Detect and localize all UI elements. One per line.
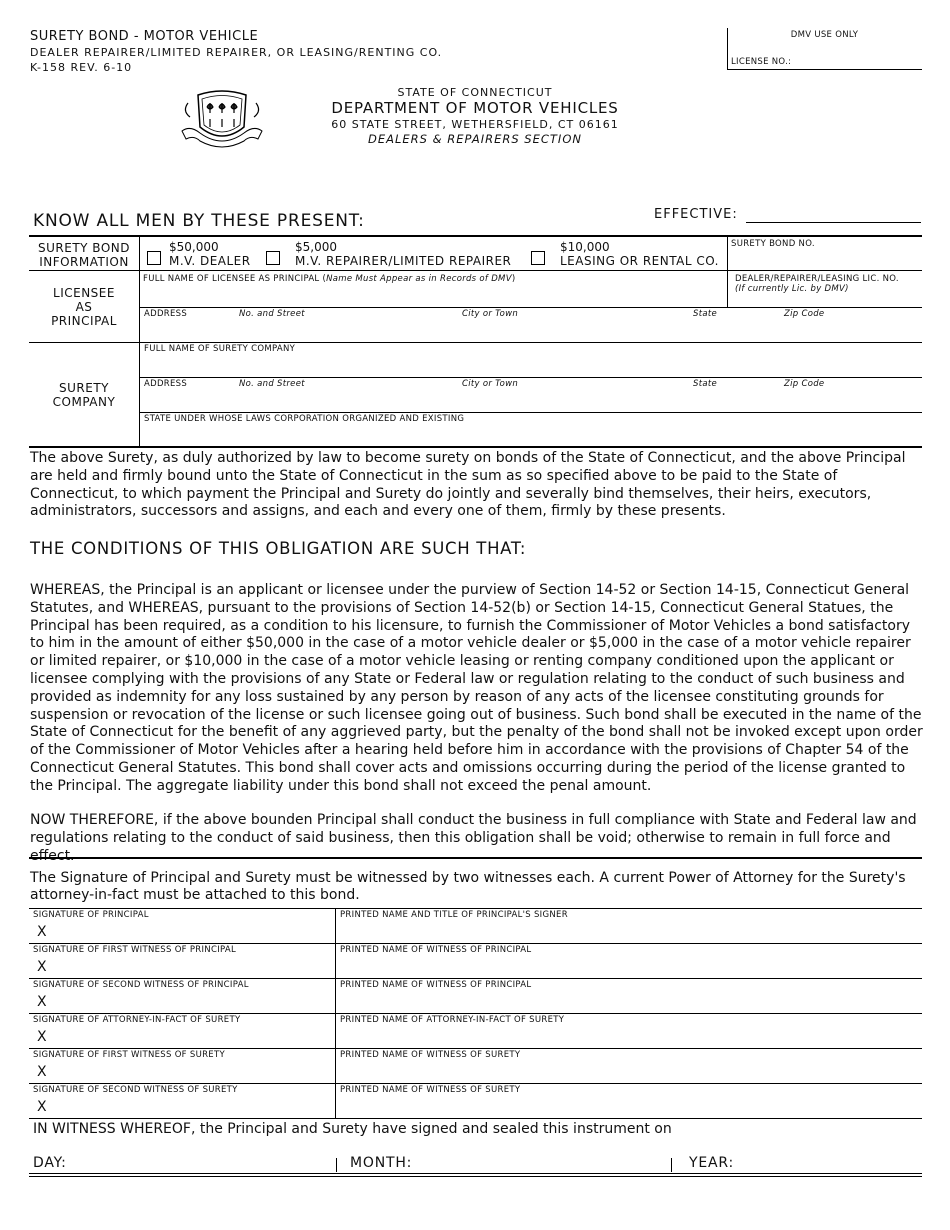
x-mark: X [37,1064,47,1080]
bond-info-label: SURETY BOND INFORMATION [38,241,130,269]
signature-second-witness-surety-label: SIGNATURE OF SECOND WITNESS OF SURETY [33,1085,238,1095]
sig-row-line [29,1118,922,1119]
licensee-label: LICENSEE AS PRINCIPAL [51,286,117,328]
department-address: 60 STATE STREET, WETHERSFIELD, CT 06161 [331,118,619,131]
date-line [29,1173,922,1174]
licensee-name-field[interactable] [142,286,724,305]
signature-principal-label: SIGNATURE OF PRINCIPAL [33,910,149,920]
sig-row-line [29,908,922,909]
second-witness-surety-name-field[interactable] [338,1097,920,1116]
effective-label: EFFECTIVE: [654,207,738,222]
day-label: DAY: [33,1155,67,1171]
licensee-zip-label: Zip Code [784,309,825,319]
signature-second-witness-surety-field[interactable] [52,1097,332,1116]
bond-no-field[interactable] [730,251,920,268]
signature-attorney-label: SIGNATURE OF ATTORNEY-IN-FACT OF SURETY [33,1015,241,1025]
license-no-label: LICENSE NO.: [731,57,792,67]
surety-paragraph: The above Surety, as duly authorized by law to become surety on bonds of the State of Connecticut, and the above Principal are held and firmly bound unto the State of Connecticut in the sum as so specified above to be paid to the State of Connecticut, to which payment the Principal and Surety do jointly and severally bind themselves, their heirs, executors, administrators, successors and assigns, and each and every one of them, firmly by these presents. [30,450,906,520]
row-divider [29,342,922,343]
row-divider [139,412,922,413]
attorney-name-field[interactable] [338,1027,920,1046]
x-mark: X [37,1099,47,1115]
row-divider [139,307,922,308]
first-witness-surety-name-label: PRINTED NAME OF WITNESS OF SURETY [340,1050,521,1060]
attorney-name-label: PRINTED NAME OF ATTORNEY-IN-FACT OF SURETY [340,1015,565,1025]
table-bottom-border [29,446,922,448]
row-divider [139,377,922,378]
section-name: DEALERS & REPAIRERS SECTION [368,132,582,146]
lic-no-label: DEALER/REPAIRER/LEASING LIC. NO. [735,274,899,284]
year-label: YEAR: [689,1155,734,1171]
principal-signer-name-label: PRINTED NAME AND TITLE OF PRINCIPAL'S SIGNER [340,910,568,920]
surety-city-label: City or Town [462,379,519,389]
conditions-heading: THE CONDITIONS OF THIS OBLIGATION ARE SUCH THAT: [30,539,527,558]
signature-second-witness-principal-label: SIGNATURE OF SECOND WITNESS OF PRINCIPAL [33,980,249,990]
surety-state-label: State [693,379,717,389]
second-witness-principal-name-field[interactable] [338,992,920,1011]
signature-first-witness-surety-field[interactable] [52,1062,332,1081]
licensee-city-label: City or Town [462,309,519,319]
department-name: DEPARTMENT OF MOTOR VEHICLES [331,99,619,117]
date-line-double [29,1176,922,1177]
leasing-checkbox[interactable] [531,251,545,265]
repairer-checkbox[interactable] [266,251,280,265]
sig-row-line [29,978,922,979]
date-separator [671,1158,672,1172]
x-mark: X [37,994,47,1010]
dealer-option: $50,000 M.V. DEALER [169,240,251,268]
year-field[interactable] [742,1152,920,1172]
x-mark: X [37,959,47,975]
row-divider [29,270,922,271]
whereas-paragraph: WHEREAS, the Principal is an applicant or licensee under the purview of Section 14-52 or Section 14-15, Connecticut General Statutes, and WHEREAS, pursuant to the provisions of Section 14-52(b) or Section 14-15, Connecticut General Statues, the Principal has been required, as a condition to his licensure, to furnish the Commissioner of Motor Vehicles a bond satisfactory to him in the amount of either $50,000 in the case of a motor vehicle dealer or $5,000 in the case of a motor vehicle repairer or limited repairer, or $10,000 in the case of a motor vehicle leasing or renting company conditioned upon the applicant or licensee complying with the provisions of any State or Federal law or regulation relating to the conduct of such business and provided as indemnity for any loss sustained by any person by reason of any acts of the licensee constituting grounds for suspension or revocation of the license or such licensee going out of business. Such bond shall be executed in the name of the State of Connecticut for the benefit of any aggrieved party, but the penalty of the bond shall not be invoked except upon order of the Commissioner of Motor Vehicles after a hearing held before him in accordance with the provisions of Chapter 54 of the Connecticut General Statutes. This bond shall cover acts and omissions occurring during the period of the license granted to the Principal. The aggregate liability under this bond shall not exceed the penal amount. [30,582,923,794]
licensee-name-label: FULL NAME OF LICENSEE AS PRINCIPAL (Name Must Appear as in Records of DMV) [143,274,516,284]
signature-first-witness-principal-label: SIGNATURE OF FIRST WITNESS OF PRINCIPAL [33,945,237,955]
form-number: K-158 REV. 6-10 [30,61,133,74]
surety-state-law-label: STATE UNDER WHOSE LAWS CORPORATION ORGANIZED AND EXISTING [144,414,465,424]
sig-row-line [29,1048,922,1049]
surety-address-field[interactable] [142,390,920,410]
now-therefore-paragraph: NOW THEREFORE, if the above bounden Principal shall conduct the business in full compliance with State and Federal law and regulations relating to the conduct of said business, then this obligation shall be void; otherwise to remain in full force and effect. [30,812,917,864]
lic-no-field[interactable] [730,294,920,306]
month-field[interactable] [418,1152,666,1172]
licensee-state-label: State [693,309,717,319]
sig-column-divider [335,908,336,1118]
signature-attorney-field[interactable] [52,1027,332,1046]
second-witness-principal-name-label: PRINTED NAME OF WITNESS OF PRINCIPAL [340,980,532,990]
first-witness-surety-name-field[interactable] [338,1062,920,1081]
know-all-men-heading: KNOW ALL MEN BY THESE PRESENT: [33,211,365,231]
table-top-border [29,235,922,237]
first-witness-principal-name-field[interactable] [338,957,920,976]
signature-principal-field[interactable] [52,922,332,941]
licensee-address-label: ADDRESS [144,309,188,319]
surety-state-law-field[interactable] [142,425,920,444]
label-column-divider [139,236,140,446]
form-subtitle: DEALER REPAIRER/LIMITED REPAIRER, OR LEASING/RENTING CO. [30,46,443,59]
dmv-use-only: DMV USE ONLY [790,30,859,40]
form-title: SURETY BOND - MOTOR VEHICLE [30,29,259,44]
month-label: MONTH: [350,1155,413,1171]
second-witness-surety-name-label: PRINTED NAME OF WITNESS OF SURETY [340,1085,521,1095]
license-no-field[interactable] [800,55,918,69]
x-mark: X [37,1029,47,1045]
principal-signer-name-field[interactable] [338,922,920,941]
leasing-option: $10,000 LEASING OR RENTAL CO. [560,240,719,268]
date-separator [336,1158,337,1172]
surety-name-field[interactable] [142,356,920,375]
lic-no-note: (If currently Lic. by DMV) [735,284,849,294]
signature-second-witness-principal-field[interactable] [52,992,332,1011]
licensee-address-field[interactable] [142,320,920,340]
sig-row-line [29,1083,922,1084]
surety-address-label: ADDRESS [144,379,188,389]
bond-no-label: SURETY BOND NO. [731,239,815,249]
effective-date-field[interactable] [746,204,921,221]
first-witness-principal-name-label: PRINTED NAME OF WITNESS OF PRINCIPAL [340,945,532,955]
state-name: STATE OF CONNECTICUT [397,86,553,99]
signature-first-witness-surety-label: SIGNATURE OF FIRST WITNESS OF SURETY [33,1050,225,1060]
sig-row-line [29,1013,922,1014]
surety-name-label: FULL NAME OF SURETY COMPANY [144,344,296,354]
day-field[interactable] [80,1152,330,1172]
surety-zip-label: Zip Code [784,379,825,389]
x-mark: X [37,924,47,940]
effective-line [746,222,921,223]
repairer-option: $5,000 M.V. REPAIRER/LIMITED REPAIRER [295,240,512,268]
state-seal-icon [180,85,264,151]
right-column-divider [727,236,728,307]
surety-company-label: SURETY COMPANY [52,381,116,409]
signature-first-witness-principal-field[interactable] [52,957,332,976]
dealer-checkbox[interactable] [147,251,161,265]
licensee-street-label: No. and Street [239,309,305,319]
section-divider [29,857,922,859]
dmv-box-bottom [727,69,922,70]
surety-street-label: No. and Street [239,379,305,389]
witness-whereof-text: IN WITNESS WHEREOF, the Principal and Surety have signed and sealed this instrument on [33,1121,672,1137]
witness-note: The Signature of Principal and Surety must be witnessed by two witnesses each. A current Power of Attorney for the Surety's attorney-in-fact must be attached to this bond. [30,870,906,903]
sig-row-line [29,943,922,944]
